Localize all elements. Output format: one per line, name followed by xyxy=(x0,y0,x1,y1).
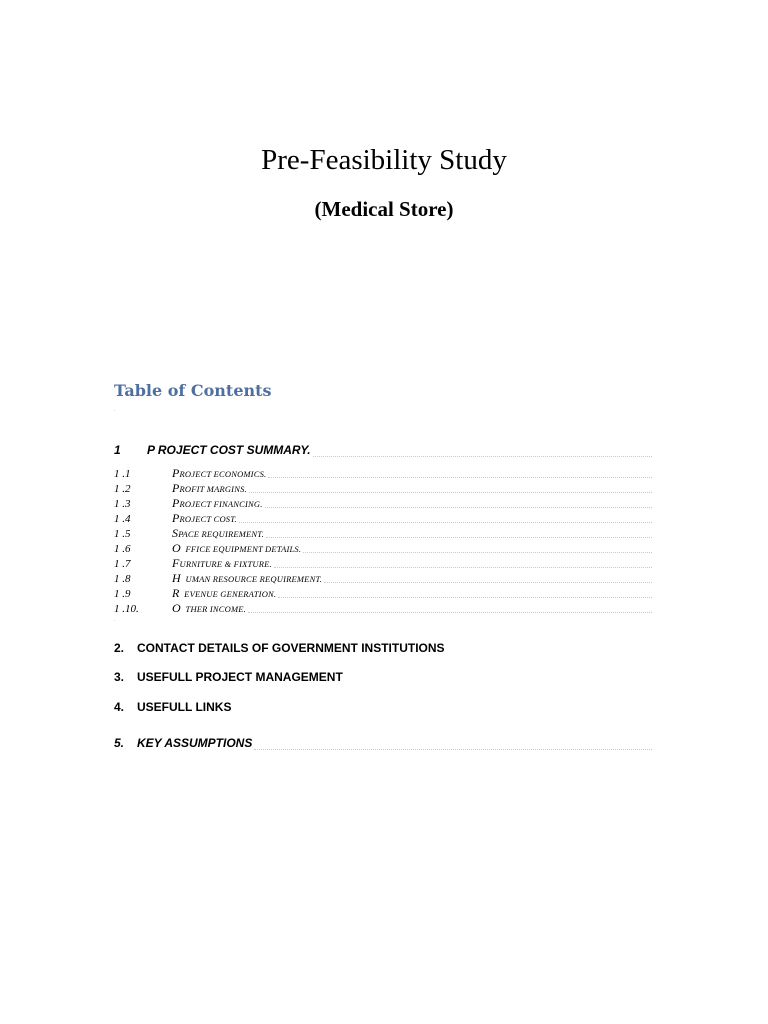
toc-subentry-number: 1 .1 xyxy=(114,468,131,480)
toc-entry-contact-details[interactable] xyxy=(114,639,445,657)
toc-entry-usefull-links[interactable] xyxy=(114,698,231,716)
toc-subentry-number: 1 .4 xyxy=(114,513,131,525)
toc-subentry-label xyxy=(172,541,301,557)
dot-leader xyxy=(324,582,652,583)
toc-subentry-initial: R xyxy=(172,586,180,600)
toc-subentry-rest: UMAN RESOURCE REQUIREMENT. xyxy=(180,574,323,584)
divider-dot xyxy=(114,620,115,621)
toc-subentry[interactable] xyxy=(114,541,652,556)
toc-subentry-initial: H xyxy=(172,571,181,585)
toc-subentry-rest: THER INCOME. xyxy=(180,604,247,614)
toc-subentry-initial: P xyxy=(172,466,180,480)
divider-dot xyxy=(114,410,115,411)
toc-subentry[interactable] xyxy=(114,586,652,601)
toc-subentry[interactable] xyxy=(114,481,652,496)
toc-subentry-initial: S xyxy=(172,526,179,540)
toc-subentry-initial: O xyxy=(172,541,181,555)
toc-subentry-rest: ROFIT MARGINS. xyxy=(179,484,247,494)
dot-leader xyxy=(265,507,652,508)
toc-subentry-number: 1 .5 xyxy=(114,528,131,540)
dot-leader xyxy=(266,537,652,538)
toc-subentry-number: 1 .3 xyxy=(114,498,131,510)
dot-leader xyxy=(313,456,652,457)
toc-subentry-initial: P xyxy=(172,481,180,495)
toc-subentry-label xyxy=(172,526,264,542)
dot-leader xyxy=(274,567,652,568)
toc-subentry-label xyxy=(172,556,272,572)
toc-subentry-rest: ROJECT ECONOMICS. xyxy=(179,469,267,479)
toc-subentry[interactable] xyxy=(114,511,652,526)
toc-subentry-number: 1 .10. xyxy=(114,603,139,615)
toc-subentry-initial: O xyxy=(172,601,181,615)
toc-subentry-label xyxy=(172,466,266,482)
toc-subentry[interactable] xyxy=(114,466,652,481)
dot-leader xyxy=(239,522,652,523)
dot-leader xyxy=(303,552,652,553)
toc-subentry[interactable] xyxy=(114,526,652,541)
document-subtitle: (Medical Store) xyxy=(314,197,454,221)
toc-entry-number: 4. xyxy=(114,700,125,714)
toc-entry-project-management[interactable] xyxy=(114,668,343,686)
toc-entry-label: CONTACT DETAILS OF GOVERNMENT INSTITUTIONS xyxy=(137,641,445,655)
toc-subentry-label xyxy=(172,481,247,497)
toc-entry-label: P ROJECT COST SUMMARY. xyxy=(147,443,311,457)
toc-subentry-number: 1 .7 xyxy=(114,558,131,570)
toc-entry-label: USEFULL PROJECT MANAGEMENT xyxy=(137,670,343,684)
toc-subentry-label xyxy=(172,586,276,602)
toc-entry-project-cost-summary[interactable] xyxy=(114,443,652,461)
toc-entry-number: 3. xyxy=(114,670,125,684)
toc-subentry-label xyxy=(172,601,246,617)
dot-leader xyxy=(254,749,652,750)
toc-subentry[interactable] xyxy=(114,601,652,616)
toc-subentry-number: 1 .2 xyxy=(114,483,131,495)
toc-subsection-list xyxy=(114,466,652,616)
toc-subentry-label xyxy=(172,496,263,512)
toc-subentry-number: 1 .8 xyxy=(114,573,131,585)
toc-subentry-label xyxy=(172,511,237,527)
toc-subentry-number: 1 .6 xyxy=(114,543,131,555)
toc-subentry-rest: ROJECT FINANCING. xyxy=(179,499,263,509)
toc-subentry-number: 1 .9 xyxy=(114,588,131,600)
dot-leader xyxy=(248,612,652,613)
toc-subentry-rest: FFICE EQUIPMENT DETAILS. xyxy=(180,544,302,554)
toc-subentry-rest: ROJECT COST. xyxy=(179,514,237,524)
dot-leader xyxy=(278,597,652,598)
toc-subentry[interactable] xyxy=(114,556,652,571)
toc-subentry-initial: F xyxy=(172,556,180,570)
toc-entry-label: KEY ASSUMPTIONS xyxy=(137,736,253,750)
toc-entry-label: USEFULL LINKS xyxy=(137,700,232,714)
toc-subentry-initial: P xyxy=(172,496,180,510)
toc-entry-number: 1 xyxy=(114,443,121,457)
toc-entry-number: 5. xyxy=(114,736,125,750)
toc-subentry-rest: EVENUE GENERATION. xyxy=(179,589,277,599)
document-title: Pre-Feasibility Study xyxy=(261,144,507,176)
toc-subentry-rest: PACE REQUIREMENT. xyxy=(178,529,264,539)
toc-subentry[interactable] xyxy=(114,496,652,511)
dot-leader xyxy=(268,477,652,478)
toc-entry-key-assumptions[interactable] xyxy=(114,736,652,754)
toc-subentry-rest: URNITURE & FIXTURE. xyxy=(179,559,272,569)
toc-subentry[interactable] xyxy=(114,571,652,586)
toc-entry-number: 2. xyxy=(114,641,125,655)
toc-subentry-initial: P xyxy=(172,511,180,525)
dot-leader xyxy=(249,492,652,493)
toc-heading: Table of Contents xyxy=(114,381,272,400)
toc-subentry-label xyxy=(172,571,322,587)
